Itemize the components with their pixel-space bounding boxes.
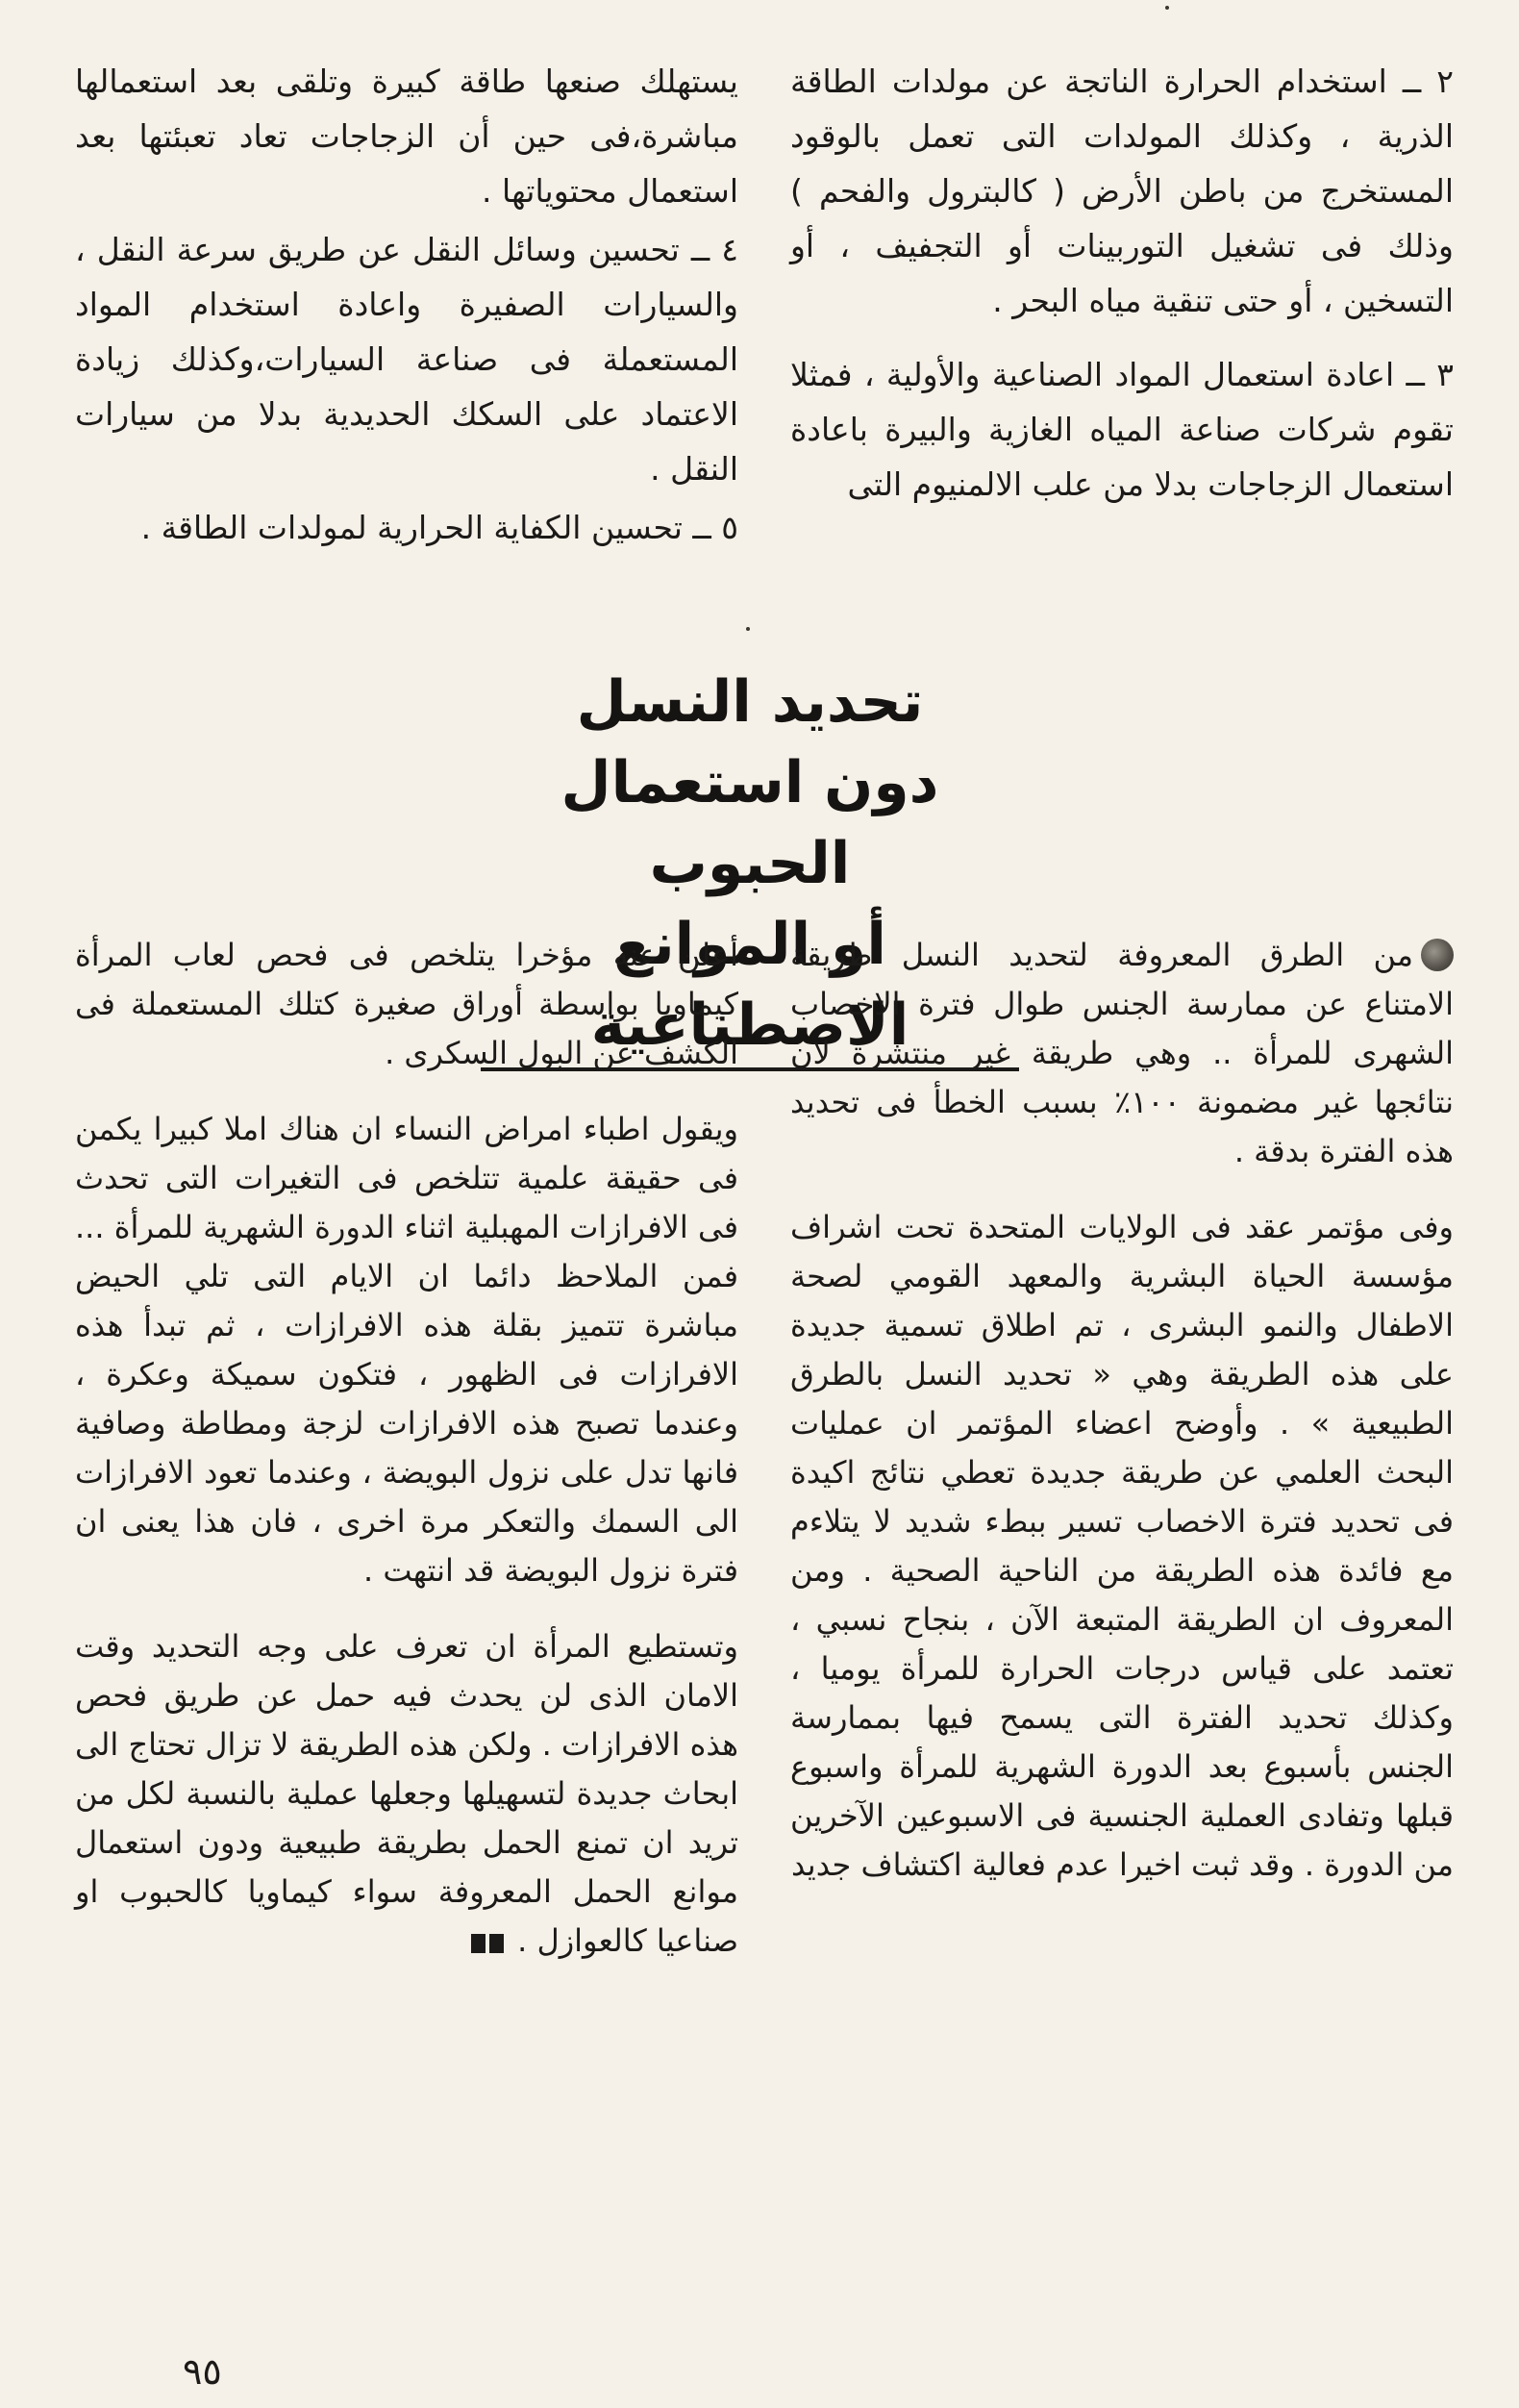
paragraph: ٣ ــ اعادة استعمال المواد الصناعية والأولية ، فمثلا تقوم شركات صناعة المياه الغازية والبيرة باعادة استعمال الزجاجات بدلا من علب الالمنيوم التى bbox=[790, 356, 1454, 503]
top-right-column bbox=[790, 54, 1454, 512]
paragraph: وفى مؤتمر عقد فى الولايات المتحدة تحت اشراف مؤسسة الحياة البشرية والمعهد القومي لصحة الاطفال والنمو البشرى ، تم اطلاق تسمية جديدة على هذه الطريقة وهي « تحديد النسل بالطرق الطبيعية » . وأوضح اعضاء المؤتمر ان عمليات البحث العلمي عن طريقة جديدة تعطي نتائج اكيدة فى تحديد فترة الاخصاب تسير ببطء شديد لا يتلاءم مع فائدة هذه الطريقة من الناحية الصحية . ومن المعروف ان الطريقة المتبعة الآن ، بنجاح نسبي ، تعتمد على قياس درجات الحرارة للمرأة يوميا ، وكذلك تحديد الفترة التى يسمح فيها بممارسة الجنس بأسبوع بعد الدورة الشهرية للمرأة واسبوع قبلها وتفادى العملية الجنسية فى الاسبوعين الآخرين من الدورة . وقد ثبت اخيرا عدم فعالية اكتشاف جديد bbox=[790, 1209, 1454, 1883]
closing-paragraph bbox=[75, 1622, 738, 1968]
print-speck bbox=[1165, 6, 1169, 10]
article-right-column bbox=[790, 931, 1454, 1890]
paragraph: ٥ ــ تحسين الكفاية الحرارية لمولدات الطاقة . bbox=[140, 509, 738, 546]
paragraph-text: وتستطيع المرأة ان تعرف على وجه التحديد وقت الامان الذى لن يحدث فيه حمل عن طريق فحص هذه الافرازات . ولكن هذه الطريقة لا تزال تحتاج الى ابحاث جديدة لتسهيلها وجعلها عملية بالنسبة لكل من تريد ان تمنع الحمل بطريقة طبيعية ودون استعمال موانع الحمل المعروفة سواء كيماويا كالحبوب او صناعيا كالعوازل . bbox=[75, 1628, 738, 1959]
page-number: ٩٥ bbox=[183, 2350, 222, 2393]
paragraph: ٢ ــ استخدام الحرارة الناتجة عن مولدات الطاقة الذرية ، وكذلك المولدات التى تعمل بالوقود المستخرج من باطن الأرض ( كالبترول والفحم ) وذلك فى تشغيل التوربينات أو التجفيف ، أو التسخين ، أو حتى تنقية مياه البحر . bbox=[790, 63, 1454, 319]
bullet-icon bbox=[1421, 939, 1454, 971]
print-speck bbox=[746, 627, 750, 631]
title-line: أو الموانع الاصطناعية bbox=[481, 904, 1019, 1071]
paragraph-text: من الطرق المعروفة لتحديد النسل طريقة الامتناع عن ممارسة الجنس طوال فترة الاخصاب الشهرى للمرأة .. وهي طريقة غير منتشرة لان نتائجها غير مضمونة ١٠٠٪ بسبب الخطأ فى تحديد هذه الفترة بدقة . bbox=[790, 937, 1455, 1169]
paragraph: ويقول اطباء امراض النساء ان هناك املا كبيرا يكمن فى حقيقة علمية تتلخص فى التغيرات التى تحدث فى الافرازات المهبلية اثناء الدورة الشهرية للمرأة ... فمن الملاحظ دائما ان الايام التى تلي الحيض مباشرة تتميز بقلة هذه الافرازات ، ثم تبدأ هذه الافرازات فى الظهور ، فتكون سميكة وعكرة ، وعندما تصبح هذه الافرازات لزجة ومطاطة وصافية فانها تدل على نزول البويضة ، وعندما تعود الافرازات الى السمك والتعكر مرة اخرى ، فان هذا يعنى ان فترة نزول البويضة قد انتهت . bbox=[75, 1111, 738, 1589]
article-left-column bbox=[75, 931, 738, 1968]
paragraph: ٤ ــ تحسين وسائل النقل عن طريق سرعة النقل ، والسيارات الصفيرة واعادة استخدام المواد المستعملة فى صناعة السيارات،وكذلك زيادة الاعتماد على السكك الحديدية بدلا من سيارات النقل . bbox=[75, 231, 738, 488]
title-line: دون استعمال الحبوب bbox=[560, 749, 939, 897]
title-line: تحديد النسل bbox=[576, 668, 924, 736]
paragraph: أعلن عنه مؤخرا يتلخص فى فحص لعاب المرأة كيماويا بواسطة أوراق صغيرة كتلك المستعملة فى الكشف عن البول السكرى . bbox=[75, 937, 738, 1071]
top-left-column bbox=[75, 54, 738, 555]
end-of-article-icon bbox=[467, 1919, 504, 1968]
paragraph: يستهلك صنعها طاقة كبيرة وتلقى بعد استعمالها مباشرة،فى حين أن الزجاجات تعاد تعبئتها بعد استعمال محتوياتها . bbox=[75, 63, 738, 210]
article-opening-paragraph bbox=[790, 931, 1454, 1176]
